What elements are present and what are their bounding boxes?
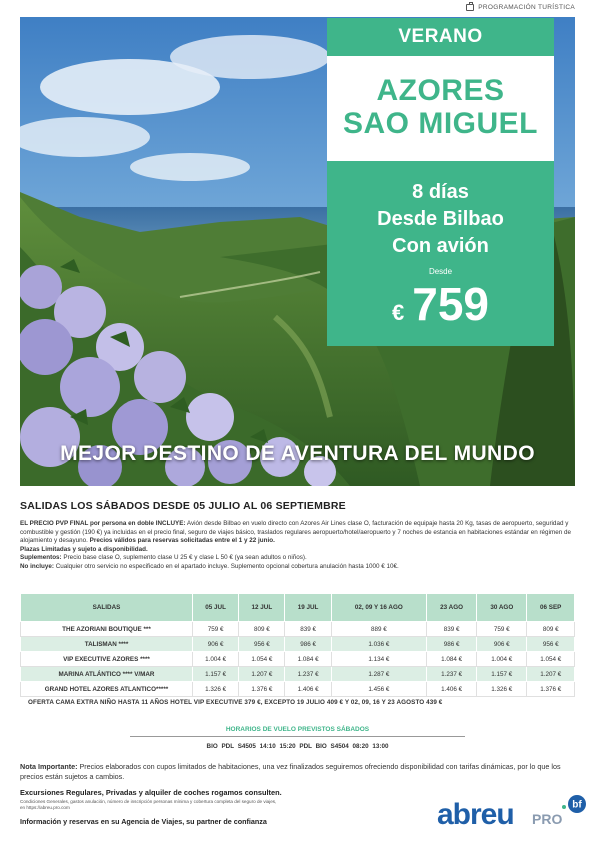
abreu-pro-logo <box>437 794 587 834</box>
table-row <box>21 667 575 682</box>
destination-title <box>327 56 554 161</box>
price-cell: 1.134 € <box>331 652 426 667</box>
price-cell: 956 € <box>239 637 285 652</box>
not-included-label: No incluye: <box>20 562 54 570</box>
price-cell: 759 € <box>477 622 527 637</box>
suitcase-icon <box>466 4 474 11</box>
price-cell: 1.207 € <box>239 667 285 682</box>
supplements-label: Suplementos: <box>20 554 62 562</box>
price-cell: 1.406 € <box>285 682 331 697</box>
important-note-text: Precios elaborados con cupos limitados de habitaciones, una vez finalizados seguiremos ofreciendo disponibilidad con tarifas dinámicas, por lo que los precios están sujetos a cambios. <box>20 762 561 781</box>
trip-duration: 8 días <box>412 181 469 203</box>
price-cell: 1.004 € <box>193 652 239 667</box>
price-cell: 759 € <box>193 622 239 637</box>
price-cell: 1.456 € <box>331 682 426 697</box>
logo-brand: abreu <box>437 798 514 831</box>
price-cell: 1.054 € <box>527 652 575 667</box>
includes-text: Avión desde Bilbao en vuelo directo con Azores Air Lines clase O, facturación de equipaje hasta 20 Kg, tasas de aeropuerto, seguridad y combustible y gestión (190 €) ya incluidas en el precio final, seguro de viajes básico, traslados regulares aeropuerto/hotel/aeropuerto y 7 noches de estancia en habitaciones estándar en régimen de alojamiento y desayuno. <box>20 520 571 545</box>
price-cell: 1.326 € <box>477 682 527 697</box>
hotel-name: VIP EXECUTIVE AZORES **** <box>21 652 193 667</box>
col-header: 12 JUL <box>239 594 285 622</box>
price-cell: 1.036 € <box>331 637 426 652</box>
supplements-paragraph <box>20 554 575 563</box>
program-type-text: PROGRAMACIÓN TURÍSTICA <box>478 4 575 11</box>
abreu-logo-graphic <box>437 794 587 834</box>
col-header: 06 SEP <box>527 594 575 622</box>
flight-schedule-title: HORARIOS DE VUELO PREVISTOS SÁBADOS <box>130 726 465 737</box>
offer-box <box>327 161 554 346</box>
col-header: 05 JUL <box>193 594 239 622</box>
price-table <box>20 593 575 697</box>
price-cell: 1.237 € <box>426 667 476 682</box>
price-cell: 809 € <box>239 622 285 637</box>
price-cell: 1.406 € <box>426 682 476 697</box>
price-cell: 986 € <box>285 637 331 652</box>
child-offer-note: OFERTA CAMA EXTRA NIÑO HASTA 11 AÑOS HOTEL VIP EXECUTIVE 379 €, EXCEPTO 19 JULIO 409 € Y 02, 09, 16 Y 23 AGOSTO 439 € <box>28 699 443 706</box>
season-badge: VERANO <box>327 18 554 56</box>
col-header: 02, 09 Y 16 AGO <box>331 594 426 622</box>
hotel-name: TALISMAN **** <box>21 637 193 652</box>
limited-places-text: Plazas Limitadas y sujeto a disponibilidad. <box>20 545 148 553</box>
price-table-header <box>21 594 575 622</box>
logo-sub: PRO <box>532 811 563 827</box>
table-row <box>21 682 575 697</box>
destination-title-line1: AZORES <box>376 74 505 107</box>
booking-info: Información y reservas en su Agencia de Viajes, su partner de confianza <box>20 817 267 826</box>
price-from-label: Desde <box>428 267 453 276</box>
table-row <box>21 622 575 637</box>
trip-transport: Con avión <box>392 235 489 257</box>
price-cell: 956 € <box>527 637 575 652</box>
excursions-note: Excursiones Regulares, Privadas y alquiler de coches rogamos consulten. <box>20 788 282 797</box>
small-print: Condiciones Generales, gastos anulación, número de inscripción personas mínima y cobertura completa del seguro de viajes, en https://abreu.pro.com <box>20 799 277 810</box>
important-note-label: Nota Importante: <box>20 762 78 771</box>
price-cell: 906 € <box>193 637 239 652</box>
price-cell: 1.376 € <box>239 682 285 697</box>
price-cell: 1.157 € <box>193 667 239 682</box>
price-cell: 1.376 € <box>527 682 575 697</box>
col-header: 23 AGO <box>426 594 476 622</box>
col-header: 30 AGO <box>477 594 527 622</box>
departures-title: SALIDAS LOS SÁBADOS DESDE 05 JULIO AL 06 SEPTIEMBRE <box>20 500 346 512</box>
hotel-name: THE AZORIANI BOUTIQUE *** <box>21 622 193 637</box>
program-type-label <box>466 4 575 11</box>
price-cell: 1.157 € <box>477 667 527 682</box>
hotel-name: MARINA ATLÁNTICO **** V/MAR <box>21 667 193 682</box>
price-value: 759 <box>412 278 489 330</box>
important-note <box>20 762 575 782</box>
includes-label: EL PRECIO PVP FINAL por persona en doble INCLUYE: <box>20 520 186 527</box>
price-cell: 1.004 € <box>477 652 527 667</box>
price-cell: 1.084 € <box>426 652 476 667</box>
supplements-text: Precio base clase O, suplemento clase U 25 € y clase L 50 € (ya sean adultos o niños). <box>61 554 307 562</box>
limited-places <box>20 546 575 555</box>
price-cell: 839 € <box>426 622 476 637</box>
col-header: SALIDAS <box>21 594 193 622</box>
table-row <box>21 652 575 667</box>
price-cell: 839 € <box>285 622 331 637</box>
price-cell: 906 € <box>477 637 527 652</box>
price-cell: 889 € <box>331 622 426 637</box>
hero-caption: MEJOR DESTINO DE AVENTURA DEL MUNDO <box>60 442 535 465</box>
table-row <box>21 637 575 652</box>
includes-paragraph <box>20 520 575 546</box>
validity-text: Precios válidos para reservas solicitadas entre el 1 y 22 junio. <box>89 537 275 545</box>
price-cell: 809 € <box>527 622 575 637</box>
trip-origin: Desde Bilbao <box>377 208 504 230</box>
price-cell: 1.207 € <box>527 667 575 682</box>
price-cell: 1.084 € <box>285 652 331 667</box>
price-cell: 1.287 € <box>331 667 426 682</box>
price-cell: 1.237 € <box>285 667 331 682</box>
price-currency: € <box>392 300 405 325</box>
col-header: 19 JUL <box>285 594 331 622</box>
destination-title-line2: SAO MIGUEL <box>342 107 538 140</box>
conditions-text <box>20 520 575 572</box>
logo-badge: bf <box>572 799 582 811</box>
hotel-name: GRAND HOTEL AZORES ATLANTICO***** <box>21 682 193 697</box>
flight-schedule-row: BIO PDL S4505 14:10 15:20 PDL BIO S4504 08:20 13:00 <box>206 743 389 750</box>
price-cell: 986 € <box>426 637 476 652</box>
not-included-paragraph <box>20 563 575 572</box>
price-cell: 1.326 € <box>193 682 239 697</box>
not-included-text: Cualquier otro servicio no especificado en el apartado incluye. Suplemento opcional cobertura anulación hasta 1000 € 10€. <box>53 562 399 570</box>
price-cell: 1.054 € <box>239 652 285 667</box>
price <box>327 278 554 330</box>
